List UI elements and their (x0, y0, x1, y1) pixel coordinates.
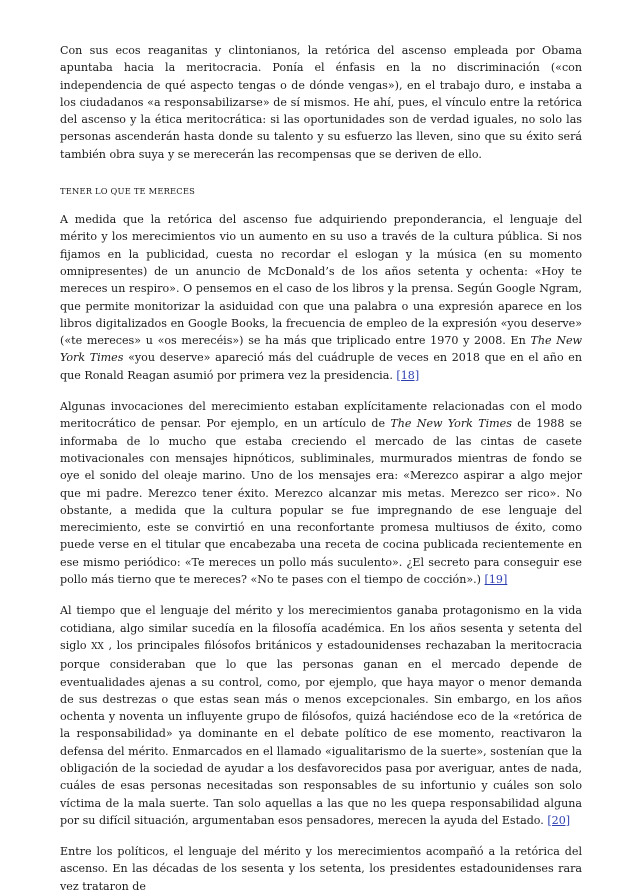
section-heading: TENER LO QUE TE MERECES (60, 186, 196, 197)
paragraph-academic-philosophy (60, 602, 582, 829)
paragraph-text: «you deserve» apareció más del cuádruple de veces en 2018 que en el año en que Ronald Reagan asumió por primera vez la presidencia. (60, 351, 582, 382)
footnote-link-19[interactable]: [19] (484, 573, 508, 587)
paragraph-politicians: Entre los políticos, el lenguaje del mérito y los merecimientos acompañó a la retórica del ascenso. En las décadas de los sesenta y los setenta, los presidentes estadounidenses rara vez trataron de (60, 845, 582, 893)
paragraph-text: Al tiempo que el lenguaje del mérito y los merecimientos ganaba protagonismo en la vida cotidiana, algo similar sucedía en la filosofía académica. En los años sesenta y setenta del siglo (60, 604, 582, 652)
publication-title: The New York Times (60, 334, 583, 365)
publication-title: The New York Times (390, 417, 512, 431)
century-numeral: XX (91, 641, 104, 652)
paragraph-text: Algunas invocaciones del merecimiento estaban explícitamente relacionadas con el modo meritocrático de pensar. Por ejemplo, en un artículo de (60, 400, 582, 431)
paragraph-motivational-tapes (60, 398, 582, 588)
paragraph-deserve-culture (60, 211, 582, 384)
paragraph-obama-rhetoric: Con sus ecos reaganitas y clintonianos, la retórica del ascenso empleada por Obama apuntaba hacia la meritocracia. Ponía el énfasis en la no discriminación («con independencia de qué aspecto tengas o de dónde vengas»), en el trabajo duro, e instaba a los ciudadanos «a responsabilizarse» de sí mismos. He ahí, pues, el vínculo entre la retórica del ascenso y la ética meritocrática: si las oportunidades son de verdad iguales, no solo las personas ascenderán hasta donde su talento y su esfuerzo las lleven, sino que su éxito será también obra suya y se merecerán las recompensas que se deriven de ello. (60, 44, 582, 161)
paragraph-text: A medida que la retórica del ascenso fue adquiriendo preponderancia, el lenguaje del mérito y los merecimientos vio un aumento en su uso a través de la cultura pública. Si nos fijamos en la publicidad, cuesta no recordar el eslogan y la música (en su momento omnipresentes) de un anuncio de McDonald’s de los años setenta y ochenta: «Hoy te mereces un respiro». O pensemos en el caso de los libros y la prensa. Según Google Ngram, que permite monitorizar la asiduidad con que una palabra o una expresión aparece en los libros digitalizados en Google Books, la frecuencia de empleo de la expresión «you deserve» («te mereces» u «os merecéis») se ha más que triplicado entre 1970 y 2008. En (60, 213, 582, 348)
paragraph-text: de 1988 se informaba de lo mucho que estaba creciendo el mercado de las cintas de casete motivacionales con mensajes hipnóticos, subliminales, murmurados mientras de fondo se oye el sonido del oleaje marino. Uno de los mensajes era: «Merezco aspirar a algo mejor que mi padre. Merezco tener éxito. Merezco alcanzar mis metas. Merezco ser rico». No obstante, a medida que la cultura popular se fue impregnando de ese lenguaje del merecimiento, este se convirtió en una reconfortante promesa multiusos de éxito, como puede verse en el titular que encabezaba una receta de cocina publicada recientemente en ese mismo periódico: «Te mereces un pollo más suculento». ¿El secreto para conseguir ese pollo más tierno que te mereces? «No te pases con el tiempo de cocción».) (60, 417, 582, 587)
footnote-link-18[interactable]: [18] (396, 368, 420, 382)
footnote-link-20[interactable]: [20] (547, 813, 571, 827)
paragraph-text: , los principales filósofos británicos y estadounidenses rechazaban la meritocracia porque consideraban que lo que las personas ganan en el mercado depende de eventualidades ajenas a su control, como, por ejemplo, que haya mayor o menor demanda de sus destrezas o que estas sean más o menos excepcionales. Sin embargo, en los años ochenta y noventa un influyente grupo de filósofos, quizá haciéndose eco de la «retórica de la responsabilidad» ya dominante en el debate político de ese momento, reactivaron la defensa del mérito. Enmarcados en el llamado «igualitarismo de la suerte», sostenían que la obligación de la sociedad de ayudar a los desfavorecidos pasa por averiguar, antes de nada, cuáles de esas personas necesitadas son responsables de su infortunio y cuáles son solo víctima de la mala suerte. Tan solo aquellas a las que no les quepa responsabilidad alguna por su difícil situación, argumentaban esos pensadores, merecen la ayuda del Estado. (60, 638, 582, 827)
